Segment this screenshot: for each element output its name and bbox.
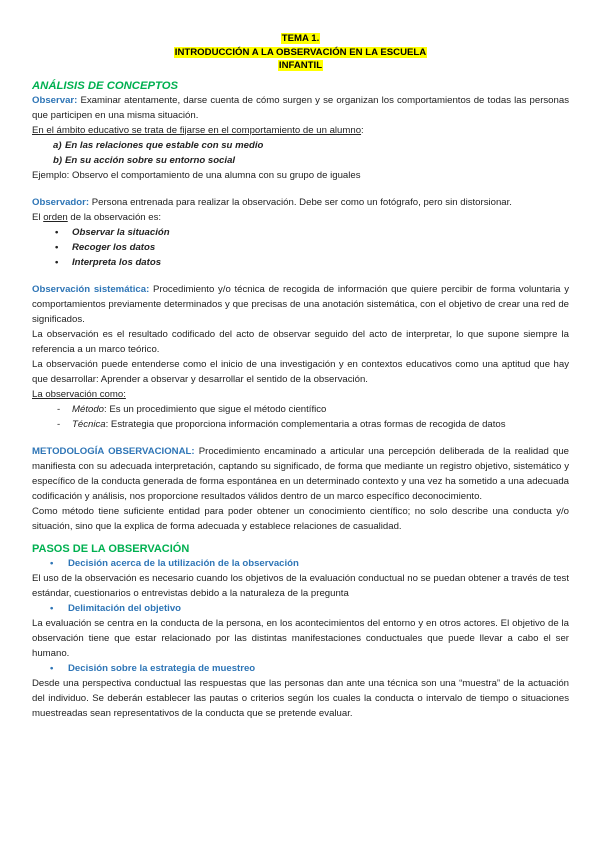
bullet-icon: •: [55, 241, 59, 253]
list-marker: b): [53, 154, 63, 166]
section-heading-pasos: PASOS DE LA OBSERVACIÓN: [32, 542, 190, 555]
list-item-text: Método: Es un procedimiento que sigue el método científico: [72, 403, 327, 415]
observar-definition: Examinar atentamente, darse cuenta de cómo surgen y se organizan los comportamientos de todas las personas que participen en una misma situación.: [32, 94, 569, 121]
term-metodo: Método: [72, 403, 104, 415]
title-line-2: INTRODUCCIÓN A LA OBSERVACIÓN EN LA ESCUELA: [174, 46, 427, 58]
orden-suffix: de la observación es:: [67, 211, 162, 223]
step-heading: [32, 661, 569, 676]
term-tecnica: Técnica: [72, 418, 106, 430]
step-title: Decisión sobre la estrategia de muestreo: [68, 662, 256, 674]
paragraph-inicio: La observación puede entenderse como el inicio de una investigación y en contextos educativos como una aptitud que hay que desarrollar: Aprender a observar y desarrollar el sentido de la observación.: [32, 358, 569, 385]
step-heading: [32, 556, 569, 571]
term-sistematica: Observación sistemática:: [32, 283, 150, 295]
step-text: Desde una perspectiva conductual las respuestas que las personas dan ante una técnica son una “muestra” de la actuación del individuo. Se deberán establecer las pautas o criterios según los cuales la conducta o intervalo de tiempo o situaciones muestreadas sean representativos de la conducta que se pretende evaluar.: [32, 677, 569, 719]
como-label: La observación como:: [32, 388, 126, 400]
document-title: [32, 32, 569, 73]
list-item-text: En las relaciones que estable con su medio: [65, 139, 264, 151]
list-item-text: Interpreta los datos: [72, 256, 162, 268]
title-line-3: INFANTIL: [278, 60, 323, 71]
ambito-suffix: :: [361, 124, 364, 136]
bullet-icon: •: [50, 602, 54, 614]
bullet-icon: •: [55, 226, 59, 238]
step-text: El uso de la observación es necesario cuando los objetivos de la evaluación conductual no se puedan obtener a través de test estándar, cuestionarios o entrevistas debido a la naturaleza de la pregunta: [32, 572, 569, 599]
ambito-underlined: comportamiento de un alumno: [231, 124, 362, 136]
bullet-icon: •: [55, 256, 59, 268]
list-item: [32, 417, 569, 432]
term-metodologia: METODOLOGÍA OBSERVACIONAL:: [32, 445, 195, 457]
metodologia-definition: Procedimiento encaminado a articular una percepción deliberada de la realidad que manifiesta con su adecuada interpretación, captando su significado, de forma que mediante un registro objetivo, sistemático y específico de la conducta generada de forma espontánea en un determinado contexto y una vez ha sometido a una adecuada codificación y análisis, nos proporcione resultados válidos dentro de un marco específico deconocimiento.: [32, 445, 569, 502]
dash-marker: -: [57, 403, 61, 415]
list-item: [32, 240, 569, 255]
document-page: [32, 32, 569, 721]
orden-prefix: El: [32, 211, 44, 223]
list-item-text: En su acción sobre su entorno social: [65, 154, 236, 166]
list-item: [32, 138, 569, 153]
ambito-prefix: En el ámbito educativo se trata de fijarse en el: [32, 124, 232, 136]
orden-underlined: orden: [43, 211, 68, 223]
observador-definition: Persona entrenada para realizar la observación. Debe ser como un fotógrafo, pero sin distorsionar.: [89, 196, 512, 208]
dash-marker: -: [57, 418, 61, 430]
term-observar: Observar:: [32, 94, 78, 106]
list-item-text: Recoger los datos: [72, 241, 156, 253]
section-heading-analisis: ANÁLISIS DE CONCEPTOS: [32, 79, 179, 92]
paragraph-ejemplo: Ejemplo: Observo el comportamiento de una alumna con su grupo de iguales: [32, 169, 361, 181]
paragraph-orden: [32, 210, 569, 225]
paragraph-metodologia: [32, 444, 569, 504]
list-item: [32, 153, 569, 168]
list-item: [32, 255, 569, 270]
list-item: [32, 402, 569, 417]
bullet-icon: •: [50, 662, 54, 674]
paragraph-resultado: La observación es el resultado codificado del acto de observar seguido del acto de interpretar, lo que supone siempre la referencia a un marco teórico.: [32, 328, 569, 355]
step-text: La evaluación se centra en la conducta de la persona, en los acontecimientos del entorno y en otros actores. El objetivo de la observación tiene que estar relacionado por las distintas manifestaciones conductuales que puede llevar a cabo el ser humano.: [32, 617, 569, 659]
sistematica-definition: Procedimiento y/o técnica de recogida de información que quiere percibir de forma voluntaria y comportamientos previamente determinados y que precisas de una anotación sistemática, con el objetivo de crear una red de significados.: [32, 283, 569, 325]
term-observador: Observador:: [32, 196, 90, 208]
paragraph-metodo: Como método tiene suficiente entidad para poder obtener un conocimiento científico; no solo describe una conducta y/o situación, sino que la explica de forma adecuada y establece relaciones de casualidad.: [32, 505, 569, 532]
list-item: [32, 225, 569, 240]
list-item-text: Técnica: Estrategia que proporciona información complementaria a otras formas de recogida de datos: [72, 418, 506, 430]
paragraph-observar: [32, 93, 569, 123]
paragraph-ambito: [32, 123, 569, 138]
step-title: Delimitación del objetivo: [68, 602, 182, 614]
paragraph-sistematica: [32, 282, 569, 327]
bullet-icon: •: [50, 557, 54, 569]
list-item-text: Observar la situación: [72, 226, 170, 238]
step-heading: [32, 601, 569, 616]
paragraph-observador: [32, 195, 569, 210]
step-title: Decisión acerca de la utilización de la observación: [68, 557, 299, 569]
list-marker: a): [53, 139, 62, 151]
title-line-1: TEMA 1.: [281, 33, 320, 44]
